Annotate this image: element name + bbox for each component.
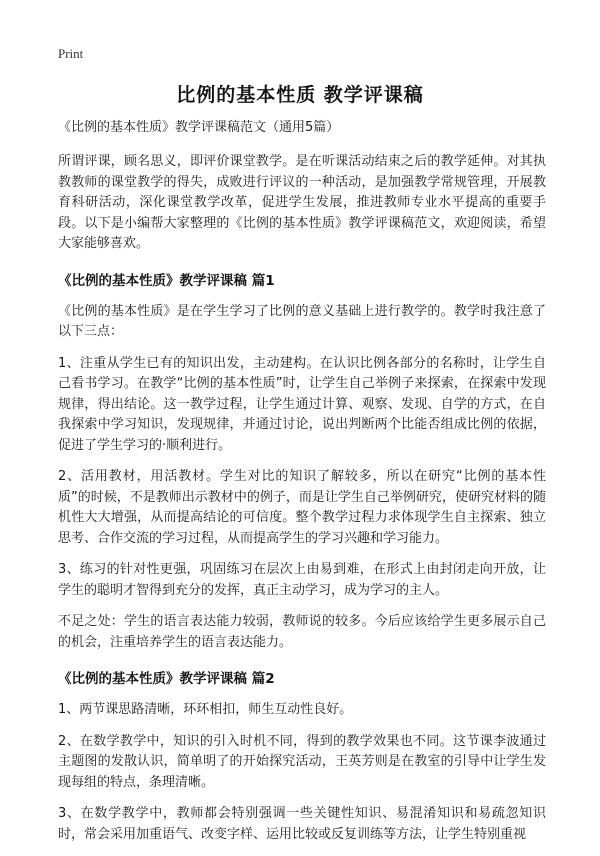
section-1-paragraph: 2、活用教材，用活教材。学生对比的知识了解较多，所以在研究“比例的基本性质”的时候，不是教师出示教材中的例子，而是让学生自己举例研究，使研究材料的随机性大大增强，从而提高结论的可信度。整个教学过程力求体现学生自主探索、独立思考、合作交流的学习过程，从而提高学生的学习兴趣和学习能力。 [58,469,546,546]
section-1-paragraph: 1、注重从学生已有的知识出发，主动建构。在认识比例各部分的名称时，让学生自己看书学习。在教学“比例的基本性质”时，让学生自己举例子来探索，在探索中发现规律，得出结论。这一教学过程，让学生通过计算、观察、发现、自学的方式，在自我探索中学习知识，发现规律，并通过讨论，说出判断两个比能否组成比例的依据，促进了学生学习的·顺利进行。 [58,355,546,453]
page-title: 比例的基本性质 教学评课稿 [176,84,424,106]
document-subtitle: 《比例的基本性质》教学评课稿范文（通用5篇） [58,120,340,135]
section-heading-2: 《比例的基本性质》教学评课稿 篇2 [58,671,275,687]
section-2-paragraph: 2、在数学教学中，知识的引入时机不同，得到的教学效果也不同。这节课李波通过主题图的发散认识，简单明了的开始探究活动，王英芳则是在教室的引导中让学生发现每组的特点，条理清晰。 [58,733,546,790]
document-body [58,118,546,856]
section-1-paragraph: 3、练习的针对性更强，巩固练习在层次上由易到难，在形式上由封闭走向开放，让学生的聪明才智得到充分的发挥，真正主动学习，成为学习的主人。 [58,562,546,598]
section-1-paragraph: 不足之处：学生的语言表达能力较弱，教师说的较多。今后应该给学生更多展示自己的机会，注重培养学生的语言表达能力。 [58,614,546,650]
intro-paragraph: 所谓评课，顾名思义，即评价课堂教学。是在听课活动结束之后的教学延伸。对其执教教师的课堂教学的得失，成败进行评议的一种活动，是加强教学常规管理，开展教育科研活动，深化课堂教学改革，促进学生发展，推进教师专业水平提高的重要手段。以下是小编帮大家整理的《比例的基本性质》教学评课稿范文，欢迎阅读，希望大家能够喜欢。 [58,154,546,251]
section-2-paragraph: 3、在数学教学中，教师都会特别强调一些关键性知识、易混淆知识和易疏忽知识时，常会采用加重语气、改变字样、运用比较或反复训练等方法，让学生特别重视 [58,806,546,842]
print-link[interactable]: Print [58,46,84,61]
section-heading-1: 《比例的基本性质》教学评课稿 篇1 [58,272,275,289]
section-2-paragraph: 1、两节课思路清晰，环环相扣，师生互动性良好。 [58,702,353,717]
section-1-paragraph: 《比例的基本性质》是在学生学习了比例的意义基础上进行教学的。教学时我注意了以下三点： [58,303,546,339]
